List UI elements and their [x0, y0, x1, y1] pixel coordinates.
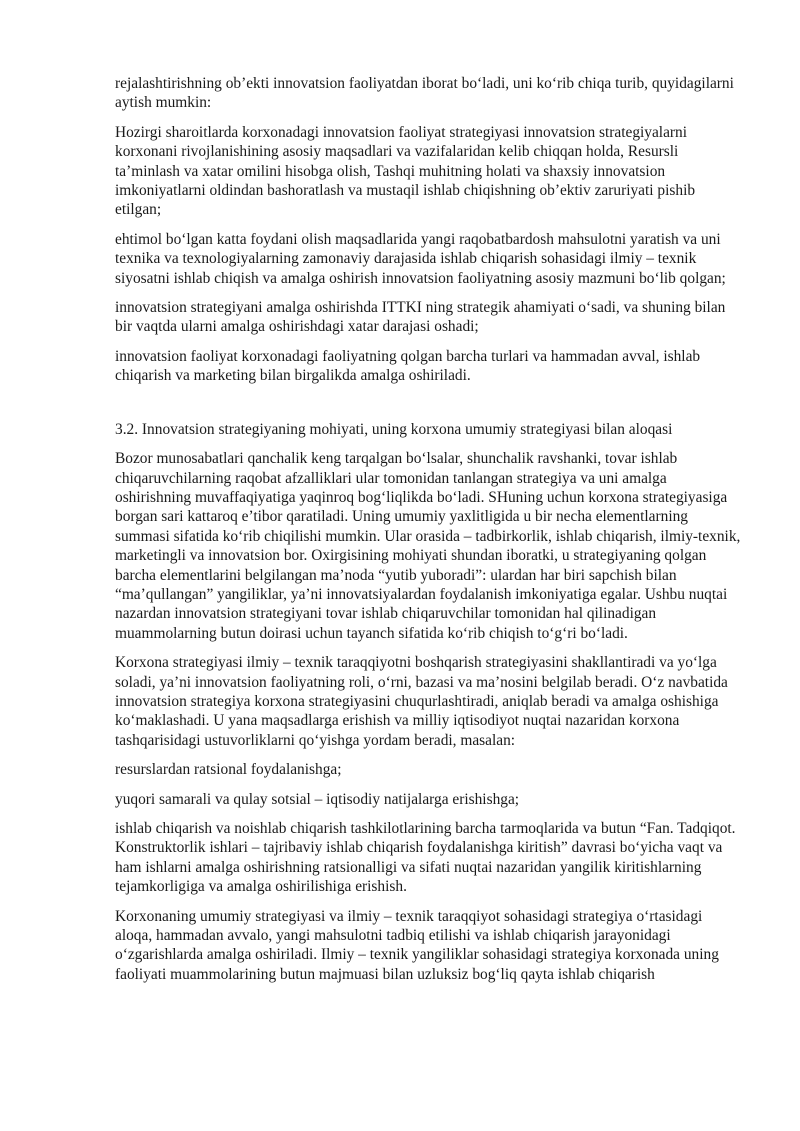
- list-item: ishlab chiqarish va noishlab chiqarish tashkilotlarining barcha tarmoqlarida va butun “Fan. Tadqiqot. Konstruktorlik ishlari – tajribaviy ishlab chiqarish foydalanishga kiritish” davrasi bo‘yicha vaqt va ham ishlarni amalga oshirishning ratsionalligi va sifati nuqtai nazaridan yangilik kiritishlarning tejamkorligiga va amalga oshirilishiga erishish.: [115, 820, 736, 896]
- paragraph: innovatsion strategiyani amalga oshirishda ITTKI ning strategik ahamiyati o‘sadi, va shuning bilan bir vaqtda ularni amalga oshirishdagi xatar darajasi oshadi;: [115, 299, 726, 336]
- paragraph: Hozirgi sharoitlarda korxonadagi innovatsion faoliyat strategiyasi innovatsion strategiyalarni korxonani rivojlanishining asosiy maqsadlari va vazifalaridan kelib chiqqan holda, Resursli ta’minlash va xatar omilini hisobga olish, Tashqi muhitning holati va shaxsiy innovatsion imkoniyatlarni oldindan bashoratlash va mustaqil ishlab chiqishning ob’ektiv zaruriyati pishib etilgan;: [115, 123, 696, 219]
- paragraph: Korxona strategiyasi ilmiy – texnik taraqqiyotni boshqarish strategiyasini shakllantiradi va yo‘lga soladi, ya’ni innovatsion faoliyatning roli, o‘rni, bazasi va ma’nosini belgilab beradi. O‘z navbatida innovatsion strategiya korxona strategiyasini chuqurlashtiradi, aniqlab beradi va amalga oshishiga ko‘maklashadi. U yana maqsadlarga erishish va milliy iqtisodiyot nuqtai nazaridan korxona tashqarisidagi ustuvorliklarni qo‘yishga yordam beradi, masalan:: [115, 654, 728, 749]
- list-item: resurslardan ratsional foydalanishga;: [115, 761, 342, 779]
- document-body: [115, 74, 743, 994]
- paragraph: ehtimol bo‘lgan katta foydani olish maqsadlarida yangi raqobatbardosh mahsulotni yaratish va uni texnika va texnologiyalarning zamonaviy darajasida ishlab chiqarish sohasidagi ilmiy – texnik siyosatni ishlab chiqish va amalga oshirish innovatsion faoliyatning asosiy mazmuni bo‘lib qolgan;: [115, 230, 726, 287]
- paragraph: Bozor munosabatlari qanchalik keng tarqalgan bo‘lsalar, shunchalik ravshanki, tovar ishlab chiqaruvchilarning raqobat afzalliklari ular tomonidan tanlangan strategiya va uni amalga oshirishning muvaffaqiyatiga yaqinroq bog‘liqlikda bo‘ladi. SHuning uchun korxona strategiyasiga borgan sari kattaroq e’tibor qaratiladi. Uning umumiy yaxlitligida u bir necha elementlarning summasi sifatida ko‘rib chiqilishi mumkin. Ular orasida – tadbirkorlik, ishlab chiqarish, ilmiy-texnik, marketingli va innovatsion bor. Oxirgisining mohiyati shundan iboratki, u strategiyaning qolgan barcha elementlarini belgilangan ma’noda “yutib yuboradi”: ulardan har biri sapchish bilan “ma’qullangan” yangiliklar, ya’ni innovatsiyalardan foydalanish imkoniyatiga egalar. Ushbu nuqtai nazardan innovatsion strategiyani tovar ishlab chiqaruvchilar tomonidan hal qilinadigan muammolarning butun doirasi uchun tayanch sifatida ko‘rib chiqish to‘g‘ri bo‘ladi.: [115, 450, 741, 642]
- blank-line: [115, 396, 743, 420]
- section-heading: 3.2. Innovatsion strategiyaning mohiyati, uning korxona umumiy strategiyasi bilan aloqasi: [115, 420, 673, 438]
- paragraph: Korxonaning umumiy strategiyasi va ilmiy – texnik taraqqiyot sohasidagi strategiya o‘rtasidagi aloqa, hammadan avvalo, yangi mahsulotni tadbiq etilishi va ishlab chiqarish jarayonidagi o‘zgarishlarda amalga oshiriladi. Ilmiy – texnik yangiliklar sohasidagi strategiya korxonada uning faoliyati muammolarining butun majmuasi bilan uzluksiz bog‘liq qayta ishlab chiqarish: [115, 907, 719, 983]
- paragraph: innovatsion faoliyat korxonadagi faoliyatning qolgan barcha turlari va hammadan avval, ishlab chiqarish va marketing bilan birgalikda amalga oshiriladi.: [115, 347, 701, 385]
- list-item: yuqori samarali va qulay sotsial – iqtisodiy natijalarga erishishga;: [115, 790, 520, 808]
- paragraph: rejalashtirishning ob’ekti innovatsion faoliyatdan iborat bo‘ladi, uni ko‘rib chiqa turib, quyidagilarni aytish mumkin:: [115, 75, 734, 112]
